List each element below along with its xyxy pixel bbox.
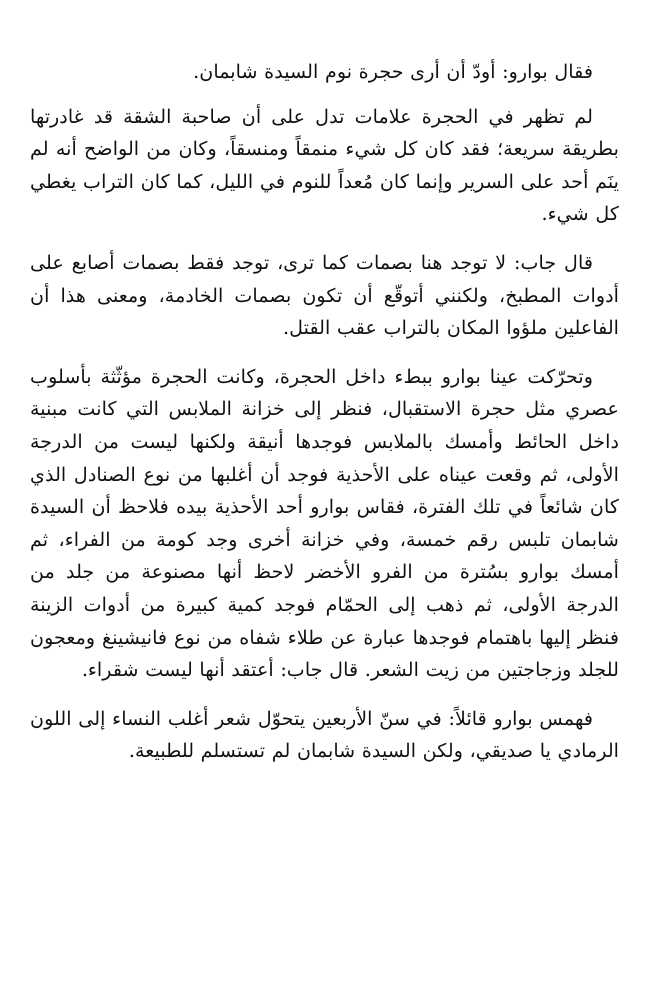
paragraph-1: فقال بوارو: أودّ أن أرى حجرة نوم السيدة شابمان. bbox=[193, 60, 593, 83]
book-page bbox=[30, 56, 619, 990]
paragraph-2: لم تظهر في الحجرة علامات تدل على أن صاحبة الشقة قد غادرتها بطريقة سريعة؛ فقد كان كل شيء منمقاً ومنسقاً، وكان من الواضح أنه لم ينَم أحد على السرير وإنما كان مُعداً للنوم في الليل، كما كان التراب يغطي كل شيء. bbox=[30, 104, 619, 226]
paragraph-5: فهمس بوارو قائلاً: في سنّ الأربعين يتحوّل شعر أغلب النساء إلى اللون الرمادي يا صديقي، ولكن السيدة شابمان لم تستسلم للطبيعة. bbox=[30, 706, 619, 763]
paragraph-4: وتحرّكت عينا بوارو ببطء داخل الحجرة، وكانت الحجرة مؤثّثة بأسلوب عصري مثل حجرة الاستقبال، فنظر إلى خزانة الملابس التي كانت مبنية داخل الحائط وأمسك بالملابس فوجدها أنيقة ولكنها ليست من الدرجة الأولى، ثم وقعت عيناه على الأحذية فوجد أن أغلبها من نوع الصنادل الذي كان شائعاً في تلك الفترة، فقاس بوارو أحد الأحذية بيده فلاحظ أن السيدة شابمان تلبس رقم خمسة، وفي خزانة أخرى وجد كومة من الفراء، ثم أمسك بوارو بسُترة من الفرو الأخضر لاحظ أنها مصنوعة من جلد من الدرجة الأولى، ثم ذهب إلى الحمّام فوجد كمية كبيرة من أدوات الزينة فنظر إليها باهتمام فوجدها عبارة عن طلاء شفاه من نوع فانيشينغ ومعجون للجلد وزجاجتين من زيت الشعر. قال جاب: أعتقد أنها ليست شقراء. bbox=[30, 364, 619, 682]
paragraph-3: قال جاب: لا توجد هنا بصمات كما ترى، توجد فقط بصمات أصابع على أدوات المطبخ، ولكنني أتوقّع أن تكون بصمات الخادمة، ومعنى هذا أن الفاعلين ملؤوا المكان بالتراب عقب القتل. bbox=[30, 250, 619, 340]
